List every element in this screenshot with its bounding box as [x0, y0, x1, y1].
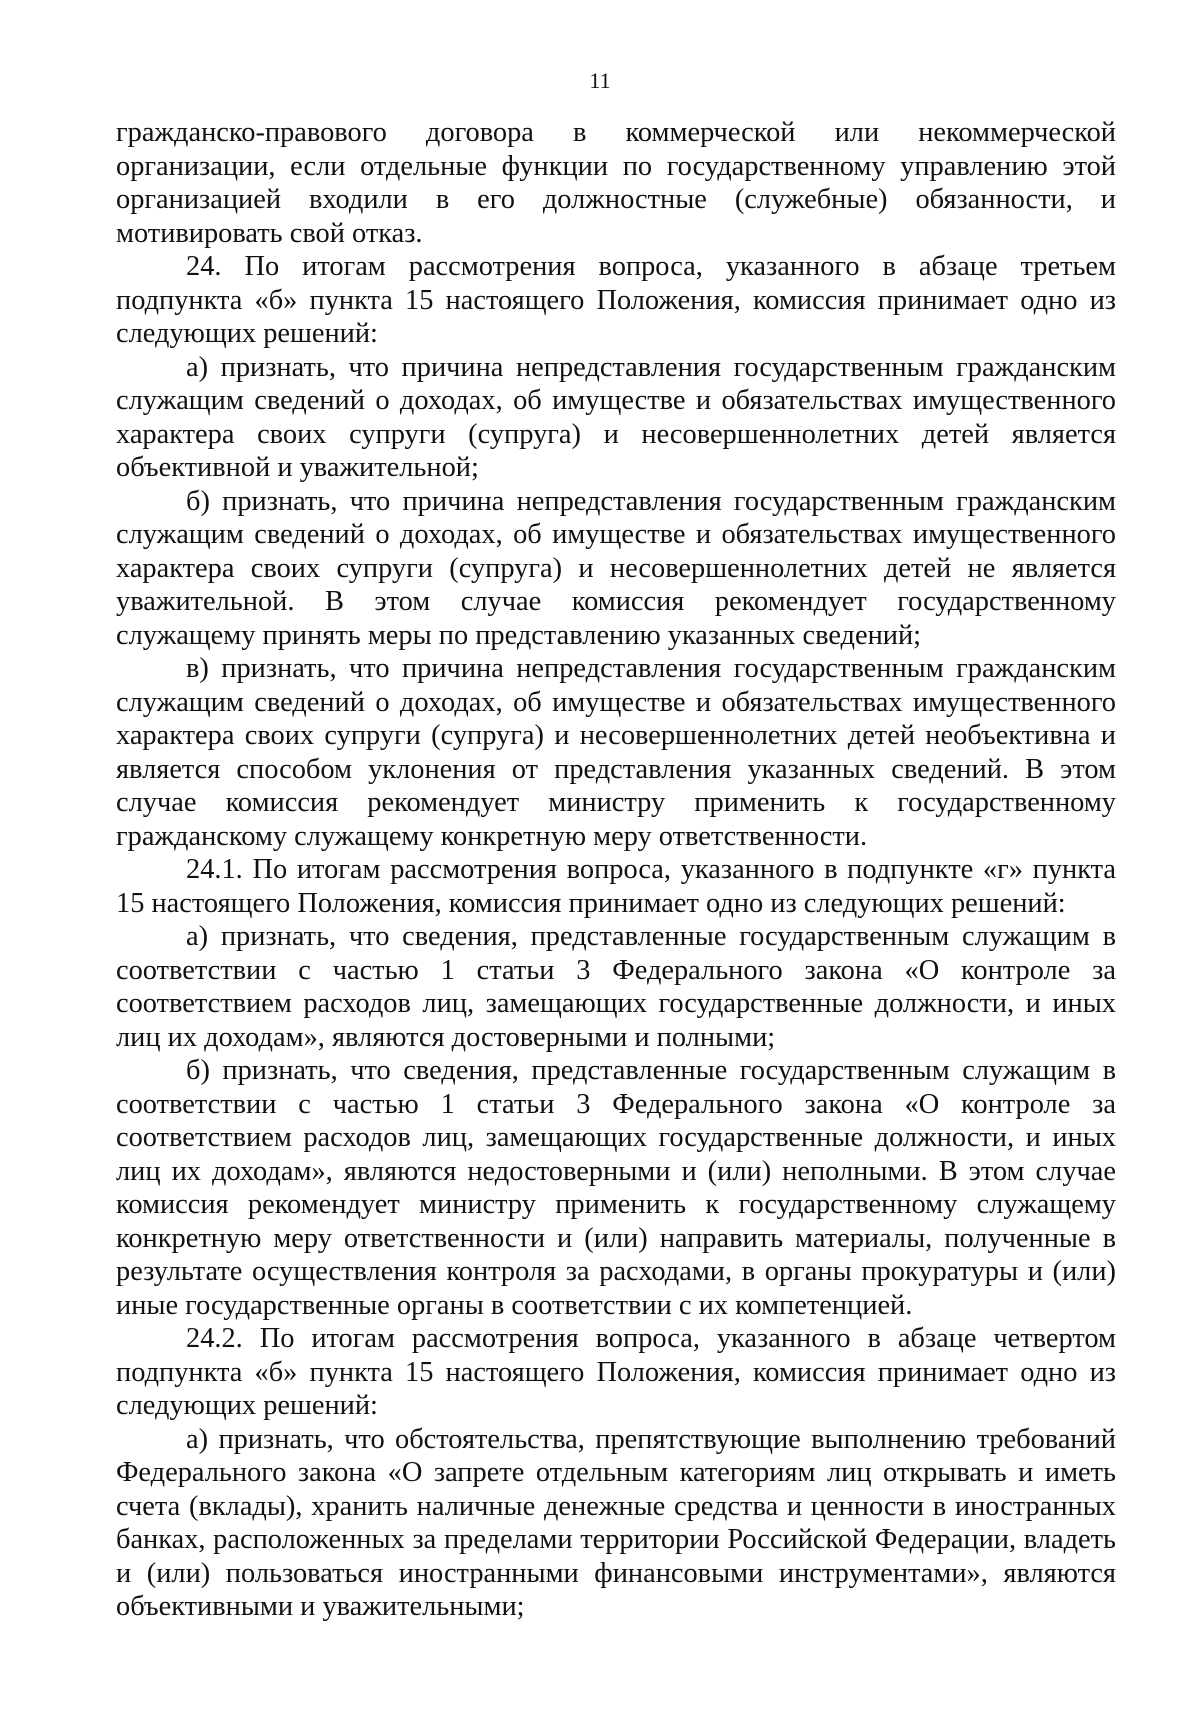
text-line: служащим сведений о доходах, об имуществе и обязательствах имущественного [116, 519, 1116, 550]
paragraph [116, 351, 1116, 485]
text-line: является способом уклонения от представления указанных сведений. В этом [116, 753, 1116, 785]
paragraph [116, 920, 1116, 1054]
text-line: уважительной. В этом случае комиссия рекомендует государственному [116, 586, 1116, 617]
text-line: служащим сведений о доходах, об имуществе и обязательствах имущественного [116, 686, 1116, 718]
text-line: служащему принять меры по представлению указанных сведений; [116, 619, 922, 651]
text-line: банках, расположенных за пределами территории Российской Федерации, владеть [116, 1524, 1116, 1555]
text-line: гражданскому служащему конкретную меру ответственности. [116, 820, 868, 852]
text-line: б) признать, что сведения, представленные государственным служащим в [186, 1055, 1116, 1086]
text-line: лиц их доходам», являются достоверными и полными; [116, 1021, 776, 1053]
text-line: подпункта «б» пункта 15 настоящего Положения, комиссия принимает одно из [116, 284, 1116, 316]
text-line: результате осуществления контроля за расходами, в органы прокуратуры и (или) [116, 1256, 1116, 1287]
text-line: объективными и уважительными; [116, 1591, 525, 1622]
document-body [116, 116, 1116, 1624]
paragraph [116, 1054, 1116, 1322]
text-line: случае комиссия рекомендует министру применить к государственному [116, 787, 1116, 818]
text-line: 24.2. По итогам рассмотрения вопроса, указанного в абзаце четвертом [186, 1323, 1116, 1354]
text-line: б) признать, что причина непредставления государственным гражданским [186, 485, 1116, 517]
paragraph [116, 485, 1116, 653]
text-line: следующих решений: [116, 318, 378, 349]
text-line: Федерального закона «О запрете отдельным категориям лиц открывать и иметь [116, 1457, 1116, 1488]
text-line: соответствии с частью 1 статьи 3 Федерального закона «О контроле за [116, 1088, 1116, 1120]
text-line: следующих решений: [116, 1390, 378, 1421]
text-line: служащим сведений о доходах, об имуществе и обязательствах имущественного [116, 385, 1116, 416]
text-line: характера своих супруги (супруга) и несовершеннолетних детей необъективна и [116, 720, 1116, 751]
text-line: а) признать, что причина непредставления государственным гражданским [186, 351, 1116, 383]
text-line: характера своих супруги (супруга) и несовершеннолетних детей является [116, 418, 1116, 450]
text-line: мотивировать свой отказ. [116, 217, 423, 249]
text-line: в) признать, что причина непредставления государственным гражданским [186, 653, 1116, 684]
text-line: комиссия рекомендует министру применить к государственному служащему [116, 1189, 1116, 1220]
paragraph [116, 1423, 1116, 1624]
text-line: соответствием расходов лиц, замещающих государственные должности, и иных [116, 1122, 1116, 1153]
page-number: 11 [589, 68, 611, 93]
text-line: счета (вклады), хранить наличные денежные средства и ценности в иностранных [116, 1490, 1116, 1522]
paragraph [116, 250, 1116, 351]
text-line: объективной и уважительной; [116, 452, 479, 483]
paragraph [116, 853, 1116, 920]
text-line: соответствием расходов лиц, замещающих государственные должности, и иных [116, 988, 1116, 1019]
text-line: соответствии с частью 1 статьи 3 Федерального закона «О контроле за [116, 954, 1116, 986]
text-line: иные государственные органы в соответствии с их компетенцией. [116, 1289, 913, 1321]
text-line: характера своих супруги (супруга) и несовершеннолетних детей не является [116, 552, 1116, 584]
text-line: 24.1. По итогам рассмотрения вопроса, указанного в подпункте «г» пункта [186, 854, 1116, 885]
text-line: подпункта «б» пункта 15 настоящего Положения, комиссия принимает одно из [116, 1356, 1116, 1388]
paragraph [116, 116, 1116, 250]
text-line: лиц их доходам», являются недостоверными и (или) неполными. В этом случае [116, 1155, 1116, 1187]
text-line: 15 настоящего Положения, комиссия принимает одно из следующих решений: [116, 887, 1066, 919]
paragraph [116, 652, 1116, 853]
paragraph [116, 1322, 1116, 1423]
text-line: и (или) пользоваться иностранными финансовыми инструментами», являются [116, 1557, 1116, 1589]
text-line: организации, если отдельные функции по государственному управлению этой [116, 150, 1116, 182]
text-line: 24. По итогам рассмотрения вопроса, указанного в абзаце третьем [186, 251, 1116, 282]
text-line: конкретную меру ответственности и (или) направить материалы, полученные в [116, 1222, 1116, 1254]
text-line: а) признать, что обстоятельства, препятствующие выполнению требований [186, 1423, 1116, 1455]
text-line: организацией входили в его должностные (служебные) обязанности, и [116, 184, 1116, 215]
text-line: гражданско-правового договора в коммерческой или некоммерческой [116, 117, 1116, 148]
text-line: а) признать, что сведения, представленные государственным служащим в [186, 921, 1116, 952]
